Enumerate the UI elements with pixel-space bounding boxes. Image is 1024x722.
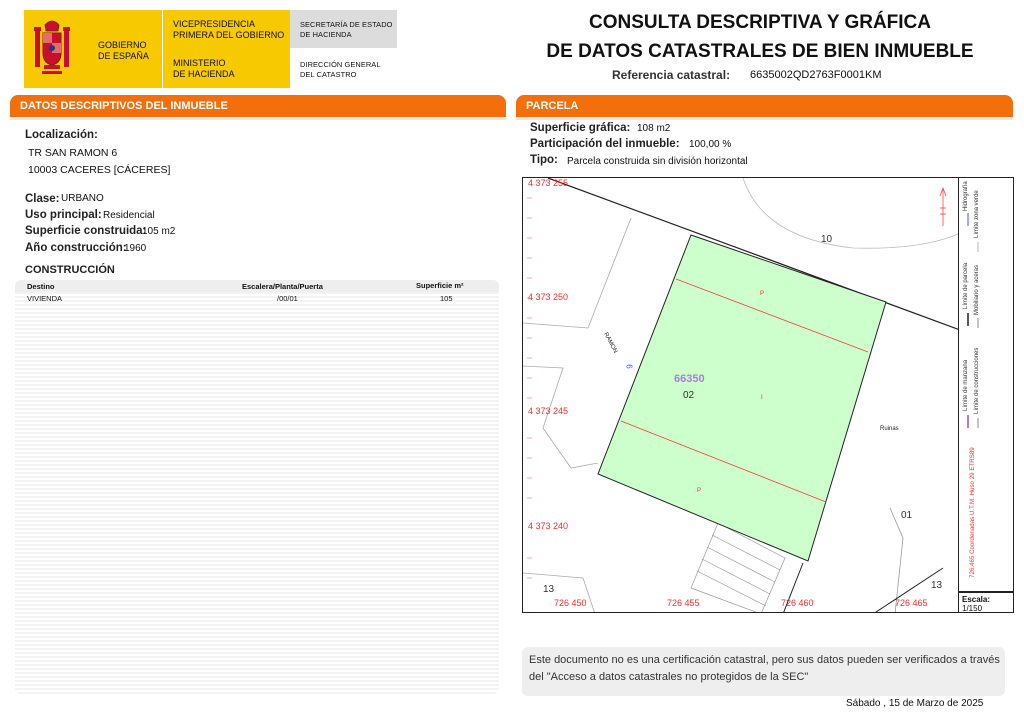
legend-limite-manzana: Límite de manzana bbox=[963, 359, 969, 411]
th-destino: Destino bbox=[27, 282, 55, 291]
scale-box bbox=[959, 592, 1014, 613]
participacion-value: 100,00 % bbox=[689, 139, 732, 150]
sub-parcel: 02 bbox=[683, 390, 695, 401]
ref-value: 6635002QD2763F0001KM bbox=[750, 69, 882, 81]
legend-hidrografia: Hidrografía bbox=[963, 181, 969, 211]
y-label-2: 4 373 250 bbox=[528, 292, 569, 302]
sup-grafica-value: 108 m2 bbox=[637, 123, 671, 134]
i-mark: I bbox=[761, 395, 763, 401]
direccion bbox=[300, 60, 381, 79]
sec-line1: SECRETARÍA DE ESTADO bbox=[300, 20, 393, 29]
disclaimer-note: Este documento no es una certificación catastral, pero sus datos pueden ser verificados a través del "Acceso a datos catastrales no protegidos de la SEC" bbox=[522, 647, 1005, 696]
parcel-polygon[interactable] bbox=[598, 235, 886, 561]
participacion-label: Participación del inmueble: bbox=[530, 138, 680, 150]
address-line1: TR SAN RAMON 6 bbox=[28, 147, 118, 159]
construction-table bbox=[15, 280, 499, 694]
table-row-escalera: /00/01 bbox=[277, 294, 298, 303]
logo-divider bbox=[162, 10, 163, 88]
neighbor-13-left: 13 bbox=[543, 584, 555, 595]
gov-name bbox=[98, 40, 149, 62]
legend-zona-verde: Límite zona verde bbox=[974, 190, 980, 238]
address-line2: 10003 CACERES [CÁCERES] bbox=[28, 164, 171, 176]
parcel-number: 66350 bbox=[674, 373, 705, 385]
section-title-parcela: PARCELA bbox=[526, 100, 579, 112]
dir-line2: DEL CATASTRO bbox=[300, 69, 357, 79]
uso-label: Uso principal: bbox=[25, 209, 102, 221]
cadastral-map[interactable] bbox=[522, 177, 959, 613]
vice-line2: PRIMERA DEL GOBIERNO bbox=[173, 30, 285, 40]
sup-grafica-label: Superficie gráfica: bbox=[530, 122, 631, 134]
section-title-descriptivos: DATOS DESCRIPTIVOS DEL INMUEBLE bbox=[20, 100, 228, 112]
page-title bbox=[500, 8, 1020, 66]
y-label-4: 4 373 240 bbox=[528, 521, 569, 531]
table-row-superficie: 105 bbox=[440, 294, 453, 303]
section-bar-descriptivos bbox=[10, 95, 506, 117]
legend-construcciones: Límite de construcciones bbox=[974, 347, 980, 414]
table-row-destino: VIVIENDA bbox=[27, 294, 63, 303]
superficie-value: 105 m2 bbox=[142, 226, 176, 237]
ref-label: Referencia catastral: bbox=[612, 68, 731, 82]
uso-value: Residencial bbox=[103, 210, 155, 221]
street-outline-1 bbox=[523, 218, 631, 328]
bar-shadow-right bbox=[516, 117, 1013, 120]
vice-line1: VICEPRESIDENCIA bbox=[173, 19, 256, 29]
clase-value: URBANO bbox=[61, 193, 104, 204]
x-label-3: 726 460 bbox=[781, 598, 814, 608]
title-line1: CONSULTA DESCRIPTIVA Y GRÁFICA bbox=[588, 12, 932, 33]
clase-label: Clase: bbox=[25, 193, 60, 205]
street-name: RAMON bbox=[602, 331, 619, 355]
localizacion-label: Localización: bbox=[25, 129, 98, 141]
x-label-1: 726 450 bbox=[554, 598, 587, 608]
x-label-4: 726 465 bbox=[895, 598, 928, 608]
scale-value: 1/150 bbox=[962, 604, 983, 613]
x-label-2: 726 455 bbox=[667, 598, 700, 608]
tipo-label: Tipo: bbox=[530, 154, 558, 166]
legend-coords: 726.465 Coordenadas U.T.M. Huso 29 ETRS89 bbox=[969, 447, 976, 578]
ministerio bbox=[173, 58, 235, 80]
anio-value: 1960 bbox=[124, 243, 147, 254]
anio-label: Año construcción: bbox=[25, 242, 127, 254]
tipo-value: Parcela construida sin división horizontal bbox=[567, 156, 748, 167]
print-date: Sábado , 15 de Marzo de 2025 bbox=[846, 698, 984, 709]
min-line2: DE HACIENDA bbox=[173, 69, 235, 79]
neighbor-13-right: 13 bbox=[931, 580, 943, 591]
y-label-3: 4 373 245 bbox=[528, 406, 569, 416]
bar-shadow-left bbox=[10, 117, 506, 120]
title-line2: DE DATOS CATASTRALES DE BIEN INMUEBLE bbox=[546, 41, 974, 62]
neighbor-10: 10 bbox=[821, 234, 833, 245]
min-line1: MINISTERIO bbox=[173, 58, 226, 68]
p-mark-top: P bbox=[760, 291, 765, 297]
north-arrow-icon bbox=[940, 188, 946, 226]
vicepresidencia bbox=[173, 19, 284, 41]
street-number: 6 bbox=[624, 364, 634, 369]
y-label-1: 4 373 255 bbox=[528, 178, 569, 188]
scale-label: Escala: bbox=[962, 595, 991, 604]
map-svg bbox=[523, 178, 959, 613]
section-bar-parcela bbox=[516, 95, 1013, 117]
map-legend bbox=[959, 177, 1014, 592]
construccion-title: CONSTRUCCIÓN bbox=[25, 264, 115, 276]
superficie-label: Superficie construida: bbox=[25, 225, 147, 237]
ruinas-label: Ruinas bbox=[880, 426, 899, 432]
sec-line2: DE HACIENDA bbox=[300, 29, 352, 39]
p-mark-bottom: P bbox=[697, 488, 702, 494]
coat-of-arms-icon bbox=[32, 17, 72, 79]
street-outline-2 bbox=[523, 366, 598, 468]
green-zone-curve bbox=[743, 178, 959, 248]
dir-line1: DIRECCIÓN GENERAL bbox=[300, 60, 381, 69]
secretaria bbox=[300, 20, 392, 39]
legend-mobiliario: Mobiliario y aceras bbox=[974, 264, 980, 315]
th-superficie: Superficie m² bbox=[416, 281, 464, 290]
neighbor-01: 01 bbox=[901, 510, 913, 521]
gov-line1: GOBIERNO bbox=[98, 40, 147, 50]
gov-line2: DE ESPAÑA bbox=[98, 51, 149, 61]
th-escalera: Escalera/Planta/Puerta bbox=[242, 282, 323, 291]
legend-limite-parcela: Límite de parcela bbox=[963, 262, 969, 309]
